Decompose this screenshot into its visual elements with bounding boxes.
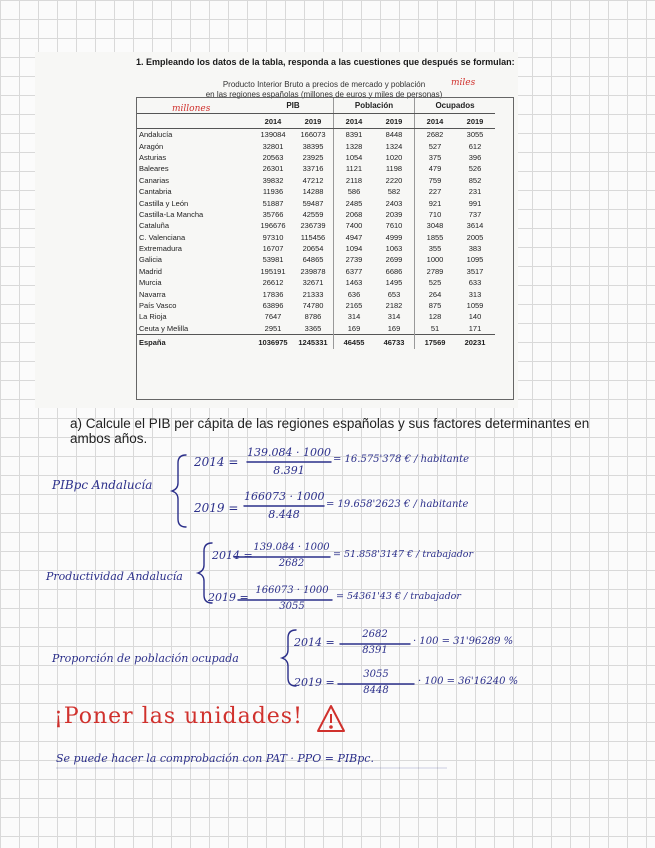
table-cell: 38395 bbox=[302, 141, 324, 151]
region-name: Extremadura bbox=[139, 244, 182, 254]
region-name: País Vasco bbox=[139, 301, 177, 311]
year-header: 2014 bbox=[415, 114, 456, 129]
table-cell: 47212 bbox=[302, 175, 324, 185]
region-name: Cataluña bbox=[139, 221, 170, 231]
table-cell: 196676 bbox=[260, 221, 286, 231]
table-cell: 264 bbox=[415, 288, 456, 299]
table-row bbox=[137, 311, 495, 322]
table-row bbox=[137, 232, 495, 243]
label-pibpc: PIBpc Andalucía bbox=[52, 478, 153, 492]
result: · 100 = 31'96289 % bbox=[413, 636, 514, 647]
table-cell: 1855 bbox=[415, 232, 456, 243]
table-row bbox=[137, 152, 495, 163]
region-name: Galicia bbox=[139, 255, 162, 265]
table-cell: 231 bbox=[468, 187, 482, 197]
table-cell: 35766 bbox=[262, 209, 284, 219]
table-cell: 875 bbox=[415, 300, 456, 311]
table-cell: 586 bbox=[334, 186, 375, 197]
table-cell: 3365 bbox=[304, 323, 322, 333]
year-header: 2019 bbox=[455, 114, 495, 129]
table-cell: 39832 bbox=[262, 175, 284, 185]
table-cell: 314 bbox=[387, 312, 401, 322]
group-header: Ocupados bbox=[415, 97, 496, 114]
table-cell: 582 bbox=[387, 187, 401, 197]
table-cell: 2699 bbox=[385, 255, 403, 265]
region-name: Navarra bbox=[139, 289, 166, 299]
table-cell: 26301 bbox=[262, 164, 284, 174]
numerator: 166073 · 1000 bbox=[244, 490, 325, 503]
table-cell: 169 bbox=[387, 323, 401, 333]
group-header: Población bbox=[334, 97, 415, 114]
table-row bbox=[137, 323, 495, 335]
data-table bbox=[137, 97, 495, 349]
annotation-millones: millones bbox=[172, 104, 211, 114]
table-cell: 921 bbox=[415, 197, 456, 208]
table-cell: 2118 bbox=[334, 175, 375, 186]
caption-line-1: Producto Interior Bruto a precios de mercado y población bbox=[222, 80, 426, 89]
table-cell: 8448 bbox=[385, 130, 403, 140]
denominator: 8391 bbox=[362, 645, 388, 656]
region-name: C. Valenciana bbox=[139, 232, 186, 242]
table-cell: 1036975 bbox=[253, 335, 293, 350]
table-cell: 2403 bbox=[385, 198, 403, 208]
table-cell: 74780 bbox=[302, 301, 324, 311]
numerator: 139.084 · 1000 bbox=[253, 542, 330, 553]
region-name: Aragón bbox=[139, 141, 164, 151]
table-cell: 1495 bbox=[385, 278, 403, 288]
region-name: Ceuta y Melilla bbox=[139, 323, 189, 333]
table-cell: 2951 bbox=[264, 323, 282, 333]
year-2019: 2019 = bbox=[294, 676, 335, 689]
table-cell: 2739 bbox=[334, 254, 375, 265]
denominator: 8.448 bbox=[268, 508, 300, 521]
result: = 19.658'2623 € / habitante bbox=[326, 499, 469, 510]
denominator: 8448 bbox=[363, 685, 389, 696]
table-cell: 1328 bbox=[334, 140, 375, 151]
table-cell: 991 bbox=[468, 198, 482, 208]
year-2014: 2014 = bbox=[194, 455, 239, 469]
table-cell: 20563 bbox=[262, 152, 284, 162]
year-2019: 2019 = bbox=[194, 501, 239, 515]
table-cell: 7610 bbox=[385, 221, 403, 231]
table-cell: 1324 bbox=[385, 141, 403, 151]
table-cell: 1094 bbox=[334, 243, 375, 254]
table-cell: 2789 bbox=[415, 266, 456, 277]
table-cell: 355 bbox=[415, 243, 456, 254]
table-cell: 20654 bbox=[302, 244, 324, 254]
table-cell: 195191 bbox=[260, 266, 286, 276]
group-header: PIB bbox=[253, 97, 334, 114]
table-cell: 314 bbox=[334, 311, 375, 322]
table-row bbox=[137, 300, 495, 311]
table-cell: 653 bbox=[387, 289, 401, 299]
table-cell: 527 bbox=[415, 140, 456, 151]
region-name: Asturias bbox=[139, 152, 167, 162]
year-header: 2019 bbox=[293, 114, 334, 129]
table-cell: 32671 bbox=[302, 278, 324, 288]
label-productividad: Productividad Andalucía bbox=[46, 570, 183, 583]
table-cell: 1463 bbox=[334, 277, 375, 288]
table-cell: 636 bbox=[334, 288, 375, 299]
table-row bbox=[137, 266, 495, 277]
table-cell: 64865 bbox=[302, 255, 324, 265]
table-cell: 59487 bbox=[302, 198, 324, 208]
table-cell: 51 bbox=[415, 323, 456, 335]
year-header: 2014 bbox=[334, 114, 375, 129]
table-cell: 759 bbox=[415, 175, 456, 186]
table-cell: 1121 bbox=[334, 163, 375, 174]
year-2019: 2019 = bbox=[208, 591, 249, 604]
table-cell: 53981 bbox=[262, 255, 284, 265]
table-body bbox=[137, 129, 495, 335]
table-cell: 239878 bbox=[300, 266, 326, 276]
table-total-row bbox=[137, 335, 495, 350]
table-cell: 16707 bbox=[262, 244, 284, 254]
total-region: España bbox=[137, 335, 253, 350]
table-row bbox=[137, 277, 495, 288]
region-name: Madrid bbox=[139, 266, 162, 276]
table-cell: 166073 bbox=[300, 130, 326, 140]
table-cell: 32801 bbox=[262, 141, 284, 151]
label-proporcion: Proporción de población ocupada bbox=[52, 652, 239, 665]
table-row bbox=[137, 197, 495, 208]
table-row bbox=[137, 220, 495, 231]
table-cell: 6377 bbox=[334, 266, 375, 277]
table-cell: 51887 bbox=[262, 198, 284, 208]
table-cell: 313 bbox=[468, 289, 482, 299]
table-cell: 227 bbox=[415, 186, 456, 197]
table-row bbox=[137, 140, 495, 151]
table-cell: 2039 bbox=[385, 209, 403, 219]
table-corner bbox=[137, 97, 253, 114]
annotation-miles: miles bbox=[451, 78, 476, 88]
region-name: Castilla y León bbox=[139, 198, 189, 208]
result: · 100 = 36'16240 % bbox=[418, 676, 519, 687]
table-cell: 26612 bbox=[262, 278, 284, 288]
table-cell: 7647 bbox=[264, 312, 282, 322]
numerator: 139.084 · 1000 bbox=[247, 446, 331, 459]
table-cell: 633 bbox=[468, 278, 482, 288]
region-name: La Rioja bbox=[139, 312, 167, 322]
table-cell: 737 bbox=[468, 209, 482, 219]
table-cell: 383 bbox=[468, 244, 482, 254]
denominator: 8.391 bbox=[273, 464, 305, 477]
table-cell: 1054 bbox=[334, 152, 375, 163]
result: = 54361'43 € / trabajador bbox=[336, 591, 461, 602]
table-cell: 2005 bbox=[466, 232, 484, 242]
numerator: 2682 bbox=[362, 629, 388, 640]
year-2014: 2014 = bbox=[294, 636, 335, 649]
year-2014: 2014 = bbox=[212, 549, 253, 562]
region-name: Castilla-La Mancha bbox=[139, 209, 204, 219]
table-cell: 526 bbox=[468, 164, 482, 174]
table-cell: 3614 bbox=[466, 221, 484, 231]
table-cell: 852 bbox=[468, 175, 482, 185]
table-cell: 525 bbox=[415, 277, 456, 288]
table-cell: 8391 bbox=[334, 129, 375, 141]
table-cell: 6686 bbox=[385, 266, 403, 276]
table-cell: 1245331 bbox=[293, 335, 334, 350]
table-cell: 20231 bbox=[455, 335, 495, 350]
table-cell: 710 bbox=[415, 209, 456, 220]
region-name: Murcia bbox=[139, 278, 162, 288]
table-cell: 4999 bbox=[385, 232, 403, 242]
caption-line-2: en las regiones españolas (millones de euros y miles de personas) bbox=[205, 90, 443, 99]
table-cell: 612 bbox=[468, 141, 482, 151]
numerator: 3055 bbox=[363, 669, 389, 680]
table-cell: 14288 bbox=[302, 187, 324, 197]
table-cell: 396 bbox=[468, 152, 482, 162]
table-cell: 1095 bbox=[466, 255, 484, 265]
check-note: Se puede hacer la comprobación con PAT · PPO = PIBpc. bbox=[56, 752, 374, 765]
table-corner bbox=[137, 114, 253, 129]
table-cell: 7400 bbox=[334, 220, 375, 231]
table-cell: 97310 bbox=[262, 232, 284, 242]
table-cell: 236739 bbox=[300, 221, 326, 231]
table-cell: 23925 bbox=[302, 152, 324, 162]
table-cell: 21333 bbox=[302, 289, 324, 299]
table-cell: 46455 bbox=[334, 335, 375, 350]
table-cell: 4947 bbox=[334, 232, 375, 243]
table-row bbox=[137, 243, 495, 254]
table-cell: 115456 bbox=[300, 232, 326, 242]
table-cell: 3517 bbox=[466, 266, 484, 276]
table-cell: 33716 bbox=[302, 164, 324, 174]
table-cell: 2485 bbox=[334, 197, 375, 208]
year-header: 2014 bbox=[253, 114, 293, 129]
table-cell: 8786 bbox=[304, 312, 322, 322]
table-cell: 2682 bbox=[415, 129, 456, 141]
table-cell: 1020 bbox=[385, 152, 403, 162]
result: = 51.858'3147 € / trabajador bbox=[333, 549, 474, 560]
region-name: Canarias bbox=[139, 175, 170, 185]
table-cell: 46733 bbox=[374, 335, 415, 350]
denominator: 3055 bbox=[279, 601, 305, 612]
table-cell: 169 bbox=[334, 323, 375, 335]
table-row bbox=[137, 186, 495, 197]
table-cell: 171 bbox=[468, 323, 482, 333]
table-row bbox=[137, 163, 495, 174]
question-title: 1. Empleando los datos de la tabla, responda a las cuestiones que después se formulan: bbox=[136, 57, 515, 67]
table-cell: 17569 bbox=[415, 335, 456, 350]
task-statement: a) Calcule el PIB per cápita de las regiones españolas y sus factores determinantes en ambos años. bbox=[70, 416, 590, 446]
table-row bbox=[137, 129, 495, 141]
table-row bbox=[137, 254, 495, 265]
table-row bbox=[137, 209, 495, 220]
table-cell: 128 bbox=[415, 311, 456, 322]
region-name: Cantabria bbox=[139, 187, 172, 197]
table-row bbox=[137, 175, 495, 186]
table-cell: 2165 bbox=[334, 300, 375, 311]
table-cell: 1000 bbox=[415, 254, 456, 265]
table-cell: 63896 bbox=[262, 301, 284, 311]
year-header: 2019 bbox=[374, 114, 415, 129]
result: = 16.575'378 € / habitante bbox=[333, 454, 470, 465]
table-row bbox=[137, 288, 495, 299]
denominator: 2682 bbox=[278, 558, 305, 569]
region-name: Baleares bbox=[139, 164, 169, 174]
table-cell: 42559 bbox=[302, 209, 324, 219]
table-cell: 2220 bbox=[385, 175, 403, 185]
table-cell: 17836 bbox=[262, 289, 284, 299]
table-cell: 1063 bbox=[385, 244, 403, 254]
table-cell: 2182 bbox=[385, 301, 403, 311]
warning-units: ¡Poner las unidades! bbox=[54, 704, 303, 729]
table-cell: 1059 bbox=[466, 301, 484, 311]
table-cell: 375 bbox=[415, 152, 456, 163]
table-cell: 479 bbox=[415, 163, 456, 174]
table-cell: 3048 bbox=[415, 220, 456, 231]
table-cell: 140 bbox=[468, 312, 482, 322]
table-cell: 11936 bbox=[262, 187, 284, 197]
region-name: Andalucía bbox=[139, 130, 173, 140]
table-cell: 2068 bbox=[334, 209, 375, 220]
table-cell: 1198 bbox=[385, 164, 403, 174]
table-cell: 139084 bbox=[260, 130, 286, 140]
table-cell: 3055 bbox=[466, 130, 484, 140]
numerator: 166073 · 1000 bbox=[255, 585, 329, 596]
